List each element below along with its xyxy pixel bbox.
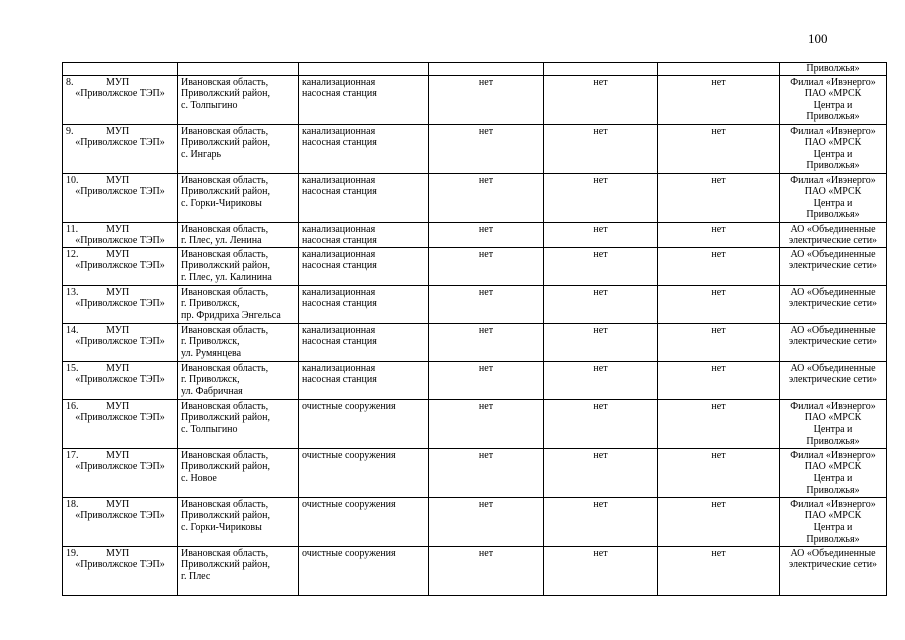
cell-flag1: нет bbox=[429, 285, 544, 323]
cell-flag2: нет bbox=[544, 361, 658, 399]
cell-flag3: нет bbox=[658, 173, 780, 222]
supplier-line: Центра и bbox=[813, 521, 853, 533]
cell-flag1: нет bbox=[429, 323, 544, 361]
cell-address bbox=[178, 361, 299, 399]
supplier-line: ПАО «МРСК bbox=[804, 186, 862, 198]
supplier-line: Филиал «Ивэнерго» bbox=[790, 76, 876, 88]
row-number: 13. bbox=[66, 286, 79, 298]
organization-type: МУП bbox=[106, 362, 130, 374]
cell-empty bbox=[299, 63, 429, 76]
cell-flag1: нет bbox=[429, 222, 544, 247]
continuation-row bbox=[63, 63, 887, 76]
supplier-line: Приволжья» bbox=[806, 533, 860, 545]
cell-address bbox=[178, 497, 299, 546]
cell-flag2: нет bbox=[544, 323, 658, 361]
cell-flag1: нет bbox=[429, 75, 544, 124]
address-line: Приволжский район, bbox=[181, 559, 270, 571]
cell-organization bbox=[63, 124, 178, 173]
address-line: г. Плес, ул. Калинина bbox=[181, 271, 272, 283]
cell-supplier bbox=[780, 63, 887, 76]
cell-organization bbox=[63, 222, 178, 247]
address-line: Приволжский район, bbox=[181, 88, 270, 100]
organization-name: «Приволжское ТЭП» bbox=[75, 88, 165, 100]
cell-address bbox=[178, 323, 299, 361]
cell-organization bbox=[63, 546, 178, 595]
address-line: Ивановская область, bbox=[181, 400, 269, 412]
supplier-line: Филиал «Ивэнерго» bbox=[790, 174, 876, 186]
cell-organization bbox=[63, 497, 178, 546]
supplier-line: Филиал «Ивэнерго» bbox=[790, 498, 876, 510]
registry-table bbox=[62, 62, 887, 596]
organization-name: «Приволжское ТЭП» bbox=[75, 510, 165, 522]
registry-table-body bbox=[63, 63, 887, 596]
organization-first-line bbox=[66, 287, 174, 299]
address-line: г. Приволжск, bbox=[181, 336, 240, 348]
address-line: Ивановская область, bbox=[181, 498, 269, 510]
address-line: пр. Фридриха Энгельса bbox=[181, 309, 281, 321]
cell-object bbox=[299, 222, 429, 247]
supplier-line: Приволжья» bbox=[806, 209, 860, 221]
row-number: 10. bbox=[66, 174, 79, 186]
organization-first-line bbox=[66, 224, 174, 236]
cell-organization bbox=[63, 323, 178, 361]
cell-flag3: нет bbox=[658, 75, 780, 124]
supplier-line: Филиал «Ивэнерго» bbox=[790, 125, 876, 137]
object-line: очистные сооружения bbox=[302, 498, 396, 510]
table-row bbox=[63, 75, 887, 124]
supplier-line: Приволжья» bbox=[806, 111, 860, 123]
cell-address bbox=[178, 247, 299, 285]
organization-first-line bbox=[66, 126, 174, 138]
cell-flag1: нет bbox=[429, 399, 544, 448]
cell-flag3: нет bbox=[658, 285, 780, 323]
cell-organization bbox=[63, 361, 178, 399]
address-line: Ивановская область, bbox=[181, 248, 269, 260]
cell-address bbox=[178, 399, 299, 448]
table-row bbox=[63, 497, 887, 546]
cell-object bbox=[299, 75, 429, 124]
table-row bbox=[63, 323, 887, 361]
cell-object bbox=[299, 448, 429, 497]
address-line: с. Толпыгино bbox=[181, 423, 238, 435]
row-number: 9. bbox=[66, 125, 74, 137]
organization-name: «Приволжское ТЭП» bbox=[75, 559, 165, 571]
cell-flag3: нет bbox=[658, 124, 780, 173]
cell-organization bbox=[63, 173, 178, 222]
object-line: насосная станция bbox=[302, 336, 377, 348]
organization-type: МУП bbox=[106, 286, 130, 298]
address-line: Ивановская область, bbox=[181, 223, 269, 235]
supplier-line: Центра и bbox=[813, 472, 853, 484]
object-line: очистные сооружения bbox=[302, 547, 396, 559]
cell-address bbox=[178, 285, 299, 323]
cell-flag2: нет bbox=[544, 247, 658, 285]
supplier-line: электрические сети» bbox=[788, 260, 878, 272]
cell-flag3: нет bbox=[658, 448, 780, 497]
organization-type: МУП bbox=[106, 547, 130, 559]
address-line: Ивановская область, bbox=[181, 449, 269, 461]
row-number: 18. bbox=[66, 498, 79, 510]
address-line: с. Толпыгино bbox=[181, 99, 238, 111]
supplier-line: электрические сети» bbox=[788, 298, 878, 310]
cell-object bbox=[299, 285, 429, 323]
cell-address bbox=[178, 222, 299, 247]
cell-empty bbox=[178, 63, 299, 76]
organization-first-line bbox=[66, 401, 174, 413]
object-line: очистные сооружения bbox=[302, 449, 396, 461]
table-row bbox=[63, 399, 887, 448]
cell-supplier bbox=[780, 75, 887, 124]
organization-name: «Приволжское ТЭП» bbox=[75, 336, 165, 348]
cell-flag3: нет bbox=[658, 247, 780, 285]
supplier-line: АО «Объединенные bbox=[790, 286, 876, 298]
organization-type: МУП bbox=[106, 223, 130, 235]
row-number: 19. bbox=[66, 547, 79, 559]
organization-type: МУП bbox=[106, 498, 130, 510]
cell-supplier bbox=[780, 323, 887, 361]
object-line: канализационная bbox=[302, 174, 376, 186]
address-line: Приволжский район, bbox=[181, 137, 270, 149]
organization-type: МУП bbox=[106, 449, 130, 461]
address-line: Приволжский район, bbox=[181, 510, 270, 522]
object-line: насосная станция bbox=[302, 88, 377, 100]
cell-empty bbox=[63, 63, 178, 76]
cell-object bbox=[299, 323, 429, 361]
object-line: насосная станция bbox=[302, 186, 377, 198]
supplier-line: ПАО «МРСК bbox=[804, 510, 862, 522]
cell-flag2: нет bbox=[544, 285, 658, 323]
cell-address bbox=[178, 75, 299, 124]
address-line: Ивановская область, bbox=[181, 174, 269, 186]
row-number: 11. bbox=[66, 223, 79, 235]
organization-first-line bbox=[66, 363, 174, 375]
supplier-line: ПАО «МРСК bbox=[804, 137, 862, 149]
object-line: канализационная bbox=[302, 324, 376, 336]
page-number: 100 bbox=[808, 31, 828, 46]
object-line: канализационная bbox=[302, 76, 376, 88]
cell-flag2: нет bbox=[544, 399, 658, 448]
address-line: с. Горки-Чириковы bbox=[181, 197, 262, 209]
organization-type: МУП bbox=[106, 76, 130, 88]
supplier-line: электрические сети» bbox=[788, 374, 878, 386]
cell-organization bbox=[63, 285, 178, 323]
supplier-line: ПАО «МРСК bbox=[804, 461, 862, 473]
organization-first-line bbox=[66, 548, 174, 560]
cell-supplier bbox=[780, 546, 887, 595]
address-line: с. Ингарь bbox=[181, 148, 222, 160]
cell-flag3: нет bbox=[658, 222, 780, 247]
supplier-line: ПАО «МРСК bbox=[804, 88, 862, 100]
supplier-line: Центра и bbox=[813, 197, 853, 209]
supplier-line: Приволжья» bbox=[806, 160, 860, 172]
address-line: Ивановская область, bbox=[181, 286, 269, 298]
supplier-line: электрические сети» bbox=[788, 559, 878, 571]
organization-name: «Приволжское ТЭП» bbox=[75, 298, 165, 310]
address-line: Приволжский район, bbox=[181, 186, 270, 198]
organization-first-line bbox=[66, 175, 174, 187]
cell-flag3: нет bbox=[658, 323, 780, 361]
address-line: г. Плес, ул. Ленина bbox=[181, 235, 262, 247]
cell-flag3: нет bbox=[658, 399, 780, 448]
supplier-line: Приволжья» bbox=[806, 63, 860, 74]
cell-flag3: нет bbox=[658, 497, 780, 546]
row-number: 15. bbox=[66, 362, 79, 374]
cell-supplier bbox=[780, 222, 887, 247]
cell-address bbox=[178, 448, 299, 497]
address-line: ул. Фабричная bbox=[181, 385, 243, 397]
table-row bbox=[63, 361, 887, 399]
supplier-line: АО «Объединенные bbox=[790, 248, 876, 260]
table-row bbox=[63, 285, 887, 323]
cell-organization bbox=[63, 247, 178, 285]
supplier-line: Центра и bbox=[813, 99, 853, 111]
object-line: насосная станция bbox=[302, 235, 377, 247]
cell-flag2: нет bbox=[544, 75, 658, 124]
organization-type: МУП bbox=[106, 125, 130, 137]
cell-supplier bbox=[780, 399, 887, 448]
organization-name: «Приволжское ТЭП» bbox=[75, 186, 165, 198]
supplier-line: АО «Объединенные bbox=[790, 362, 876, 374]
supplier-line: Филиал «Ивэнерго» bbox=[790, 400, 876, 412]
object-line: насосная станция bbox=[302, 374, 377, 386]
cell-supplier bbox=[780, 285, 887, 323]
cell-address bbox=[178, 173, 299, 222]
supplier-line: Центра и bbox=[813, 423, 853, 435]
cell-empty bbox=[658, 63, 780, 76]
cell-flag2: нет bbox=[544, 448, 658, 497]
supplier-line: Филиал «Ивэнерго» bbox=[790, 449, 876, 461]
organization-name: «Приволжское ТЭП» bbox=[75, 137, 165, 149]
organization-name: «Приволжское ТЭП» bbox=[75, 374, 165, 386]
supplier-line: АО «Объединенные bbox=[790, 324, 876, 336]
cell-flag1: нет bbox=[429, 546, 544, 595]
object-line: насосная станция bbox=[302, 260, 377, 272]
organization-name: «Приволжское ТЭП» bbox=[75, 461, 165, 473]
address-line: Приволжский район, bbox=[181, 412, 270, 424]
cell-flag1: нет bbox=[429, 497, 544, 546]
address-line: Ивановская область, bbox=[181, 324, 269, 336]
organization-first-line bbox=[66, 325, 174, 337]
table-row bbox=[63, 222, 887, 247]
organization-type: МУП bbox=[106, 174, 130, 186]
cell-address bbox=[178, 124, 299, 173]
supplier-line: Центра и bbox=[813, 148, 853, 160]
cell-organization bbox=[63, 75, 178, 124]
row-number: 8. bbox=[66, 76, 74, 88]
address-line: Приволжский район, bbox=[181, 260, 270, 272]
address-line: Ивановская область, bbox=[181, 125, 269, 137]
table-row bbox=[63, 247, 887, 285]
row-number: 17. bbox=[66, 449, 79, 461]
object-line: насосная станция bbox=[302, 137, 377, 149]
object-line: канализационная bbox=[302, 223, 376, 235]
supplier-line: Приволжья» bbox=[806, 484, 860, 496]
table-row bbox=[63, 124, 887, 173]
cell-flag1: нет bbox=[429, 361, 544, 399]
cell-flag3: нет bbox=[658, 361, 780, 399]
address-line: г. Приволжск, bbox=[181, 298, 240, 310]
cell-empty bbox=[429, 63, 544, 76]
organization-type: МУП bbox=[106, 248, 130, 260]
cell-flag1: нет bbox=[429, 448, 544, 497]
cell-object bbox=[299, 247, 429, 285]
supplier-line: АО «Объединенные bbox=[790, 547, 876, 559]
row-number: 14. bbox=[66, 324, 79, 336]
object-line: канализационная bbox=[302, 362, 376, 374]
supplier-line: Приволжья» bbox=[806, 435, 860, 447]
organization-first-line bbox=[66, 499, 174, 511]
organization-type: МУП bbox=[106, 400, 130, 412]
organization-name: «Приволжское ТЭП» bbox=[75, 260, 165, 272]
cell-empty bbox=[544, 63, 658, 76]
cell-supplier bbox=[780, 247, 887, 285]
cell-organization bbox=[63, 448, 178, 497]
address-line: ул. Румянцева bbox=[181, 347, 242, 359]
organization-first-line bbox=[66, 249, 174, 261]
cell-supplier bbox=[780, 497, 887, 546]
table-row bbox=[63, 546, 887, 595]
address-line: Приволжский район, bbox=[181, 461, 270, 473]
cell-address bbox=[178, 546, 299, 595]
cell-object bbox=[299, 497, 429, 546]
cell-organization bbox=[63, 399, 178, 448]
organization-name: «Приволжское ТЭП» bbox=[75, 235, 165, 247]
cell-flag2: нет bbox=[544, 222, 658, 247]
address-line: с. Новое bbox=[181, 472, 217, 484]
address-line: Ивановская область, bbox=[181, 362, 269, 374]
supplier-line: электрические сети» bbox=[788, 336, 878, 348]
address-line: г. Приволжск, bbox=[181, 374, 240, 386]
supplier-line: АО «Объединенные bbox=[790, 223, 876, 235]
cell-flag2: нет bbox=[544, 546, 658, 595]
object-line: канализационная bbox=[302, 286, 376, 298]
table-row bbox=[63, 173, 887, 222]
cell-object bbox=[299, 361, 429, 399]
object-line: насосная станция bbox=[302, 298, 377, 310]
address-line: Ивановская область, bbox=[181, 76, 269, 88]
cell-flag1: нет bbox=[429, 173, 544, 222]
supplier-line: ПАО «МРСК bbox=[804, 412, 862, 424]
row-number: 12. bbox=[66, 248, 79, 260]
cell-object bbox=[299, 546, 429, 595]
organization-first-line bbox=[66, 77, 174, 89]
organization-name: «Приволжское ТЭП» bbox=[75, 412, 165, 424]
cell-supplier bbox=[780, 361, 887, 399]
table-row bbox=[63, 448, 887, 497]
address-line: Ивановская область, bbox=[181, 547, 269, 559]
cell-supplier bbox=[780, 124, 887, 173]
cell-object bbox=[299, 124, 429, 173]
address-line: г. Плес bbox=[181, 570, 211, 582]
cell-object bbox=[299, 399, 429, 448]
cell-flag2: нет bbox=[544, 124, 658, 173]
cell-object bbox=[299, 173, 429, 222]
organization-type: МУП bbox=[106, 324, 130, 336]
row-number: 16. bbox=[66, 400, 79, 412]
cell-supplier bbox=[780, 448, 887, 497]
object-line: канализационная bbox=[302, 125, 376, 137]
organization-first-line bbox=[66, 450, 174, 462]
object-line: канализационная bbox=[302, 248, 376, 260]
object-line: очистные сооружения bbox=[302, 400, 396, 412]
cell-flag3: нет bbox=[658, 546, 780, 595]
cell-flag2: нет bbox=[544, 497, 658, 546]
cell-flag1: нет bbox=[429, 124, 544, 173]
supplier-line: электрические сети» bbox=[788, 235, 878, 247]
cell-flag2: нет bbox=[544, 173, 658, 222]
cell-flag1: нет bbox=[429, 247, 544, 285]
address-line: с. Горки-Чириковы bbox=[181, 521, 262, 533]
cell-supplier bbox=[780, 173, 887, 222]
